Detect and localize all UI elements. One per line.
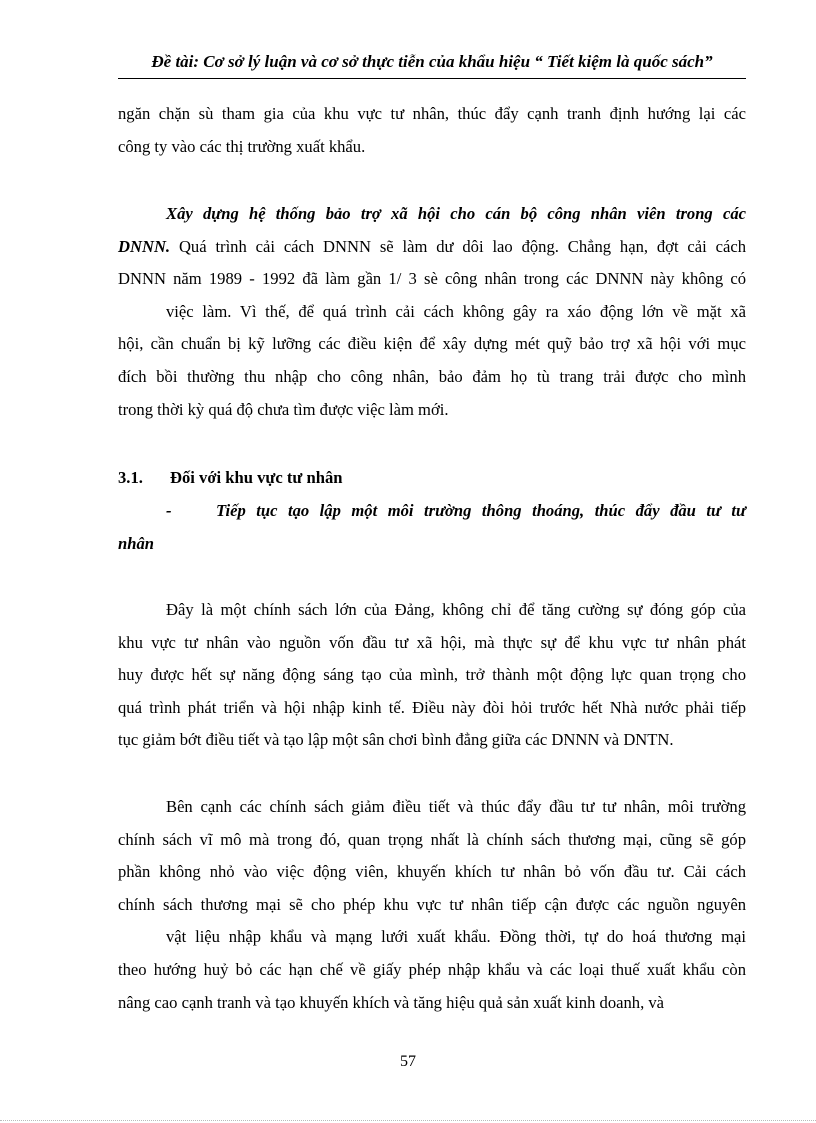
text-line: Đây là một chính sách lớn của Đảng, không chỉ để tăng cường sự đóng góp của bbox=[166, 600, 746, 619]
bold-lead: DNNN. bbox=[118, 236, 171, 256]
text-line: trong thời kỳ quá độ chưa tìm được việc làm mới. bbox=[118, 399, 449, 419]
text-line: ngăn chặn sù tham gia của khu vực tư nhân, thúc đẩy cạnh tranh định hướng lại các bbox=[118, 104, 746, 123]
text-line: chính sách thương mại sẽ cho phép khu vực tư nhân tiếp cận được các nguồn nguyên bbox=[118, 894, 746, 914]
text-line: DNNN năm 1989 - 1992 đã làm gần 1/ 3 sè công nhân trong các DNNN này không có bbox=[118, 269, 746, 289]
bullet-dash: - bbox=[166, 501, 172, 520]
section-number: 3.1. bbox=[118, 468, 143, 487]
text-line bbox=[118, 495, 746, 528]
text-line: quá trình phát triển và hội nhập kinh tế. Điều này đòi hỏi trước hết Nhà nước phải tiếp bbox=[118, 697, 746, 717]
text-line: Bên cạnh các chính sách giảm điều tiết và thúc đẩy đầu tư tư nhân, môi trường bbox=[166, 797, 746, 816]
page-bottom-divider bbox=[0, 1120, 816, 1121]
text-run: Quá trình cải cách DNNN sẽ làm dư dôi lao động. Chẳng hạn, đợt cải cách bbox=[170, 236, 746, 256]
text-line bbox=[118, 231, 746, 264]
section-heading bbox=[118, 462, 343, 495]
text-line: Xây dựng hệ thống bảo trợ xã hội cho cán bộ công nhân viên trong các bbox=[166, 204, 746, 223]
page-header: Đề tài: Cơ sở lý luận và cơ sở thực tiễn của khẩu hiệu “ Tiết kiệm là quốc sách” bbox=[118, 50, 746, 79]
text-line: chính sách vĩ mô mà trong đó, quan trọng nhất là chính sách thương mại, cũng sẽ góp bbox=[118, 829, 746, 849]
subheading bbox=[118, 495, 746, 560]
text-line: theo hướng huỷ bỏ các hạn chế về giấy phép nhập khẩu và các loại thuế xuất khẩu còn bbox=[118, 959, 746, 979]
text-line: đích bồi thường thu nhập cho công nhân, bảo đảm họ tù trang trải được cho mình bbox=[118, 366, 746, 386]
paragraph-1 bbox=[118, 98, 746, 163]
text-line: nâng cao cạnh tranh và tạo khuyến khích và tăng hiệu quả sản xuất kinh doanh, và bbox=[118, 992, 665, 1012]
text-line: vật liệu nhập khẩu và mạng lưới xuất khẩu. Đồng thời, tự do hoá thương mại bbox=[166, 927, 746, 947]
paragraph-2 bbox=[118, 198, 746, 426]
paragraph-3 bbox=[118, 594, 746, 757]
page-number: 57 bbox=[400, 1053, 416, 1070]
paragraph-4 bbox=[118, 791, 746, 1019]
section-title: Đối với khu vực tư nhân bbox=[170, 468, 343, 487]
text-line: nhân bbox=[118, 533, 154, 553]
text-line: công ty vào các thị trường xuất khẩu. bbox=[118, 136, 366, 156]
subheading-text: Tiếp tục tạo lập một môi trường thông thoáng, thúc đẩy đầu tư tư bbox=[216, 501, 746, 520]
text-line: phần không nhỏ vào việc động viên, khuyến khích tư nhân bỏ vốn đầu tư. Cải cách bbox=[118, 862, 746, 882]
text-line: tục giảm bớt điều tiết và tạo lập một sân chơi bình đẳng giữa các DNNN và DNTN. bbox=[118, 730, 674, 750]
text-line: huy được hết sự năng động sáng tạo của mình, trở thành một động lực quan trọng cho bbox=[118, 665, 746, 685]
text-line: khu vực tư nhân vào nguồn vốn đầu tư xã hội, mà thực sự để khu vực tư nhân phát bbox=[118, 632, 746, 652]
text-line: việc làm. Vì thế, để quá trình cải cách không gây ra xáo động lớn về mặt xã bbox=[166, 301, 746, 321]
text-line: hội, cần chuẩn bị kỹ lưỡng các điều kiện để xây dựng mét quỹ bảo trợ xã hội với mục bbox=[118, 334, 746, 354]
